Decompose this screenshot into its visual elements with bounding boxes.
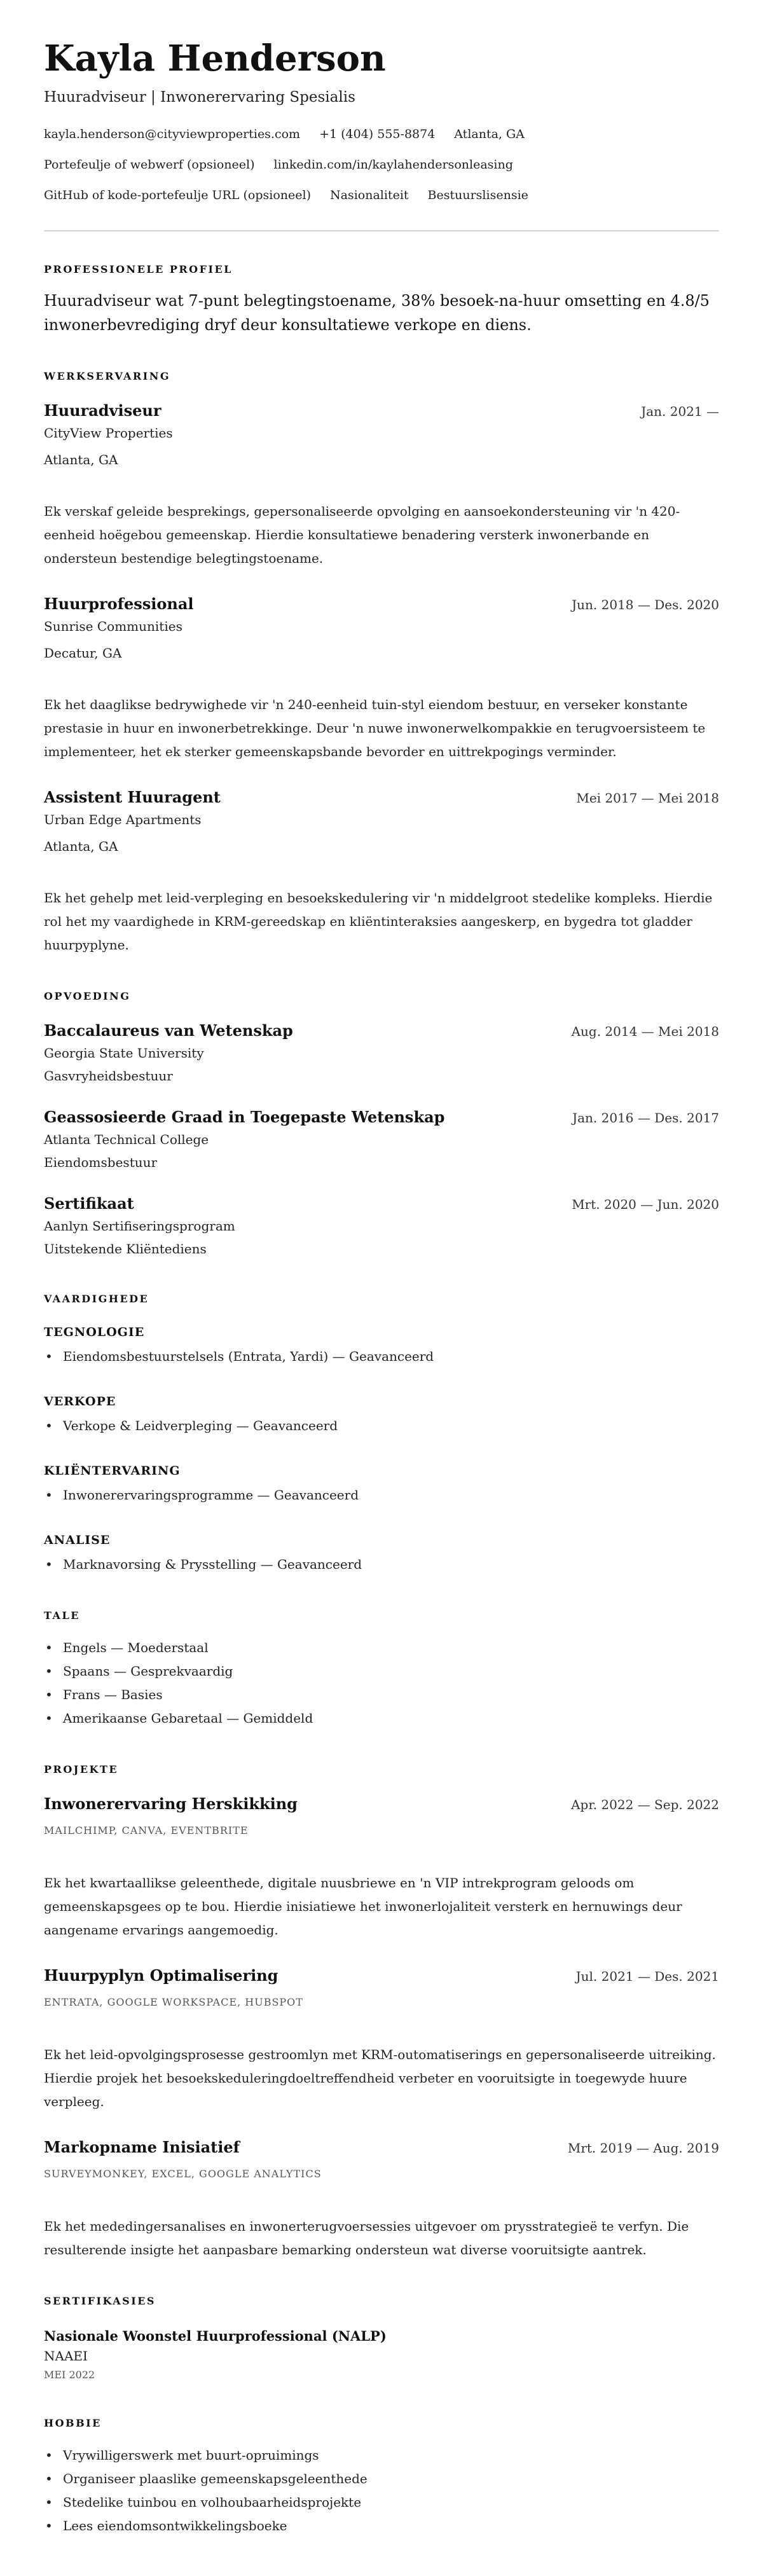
project-dates: Mrt. 2019 — Aug. 2019 [567,2140,719,2156]
skill-category: KLIËNTERVARING [44,1464,181,1478]
skill-category: TEGNOLOGIE [44,1325,145,1339]
skill-category: ANALISE [44,1533,111,1547]
skill-list [44,1414,719,1438]
email-link[interactable]: kayla.henderson@cityviewproperties.com [44,127,301,141]
certification-title: Nasionale Woonstel Huurprofessional (NALP) [44,2328,387,2344]
job-company: Urban Edge Apartments [44,812,202,827]
location: Atlanta, GA [454,127,525,141]
contact-row [44,155,719,174]
language-list [44,1636,719,1730]
section-heading-certifications: SERTIFIKASIES [44,2295,156,2307]
project-tools: SURVEYMONKEY, EXCEL, GOOGLE ANALYTICS [44,2168,322,2180]
skill-item: • Eiendomsbestuurstelsels (Entrata, Yardi) — Geavanceerd [44,1345,719,1368]
job-description: Ek verskaf geleide besprekings, gepersonaliseerde opvolging en aansoekondersteuning vir 'n 420-eenheid hoëgebou gemeenskap. Hierdie konsultatiewe benadering versterk inwonerbande en ondersteun bestendige belegtingstoename. [44,504,680,566]
section-heading-projects: PROJEKTE [44,1763,119,1775]
job-title: Huuradviseur [44,401,162,420]
job-title: Huurprofessional [44,595,194,613]
job-company: Sunrise Communities [44,619,182,634]
certification-issuer: NAAEI [44,2348,88,2364]
project-entry [44,1793,719,1942]
project-description: Ek het leid-opvolgingsprosesse gestroomlyn met KRM-outomatiserings en gepersonaliseerde uitreiking. Hierdie projek het besoekskeduleringdoeltreffendheid verbeter en vooruitsigte in toegewyde huure verpleeg. [44,2047,716,2109]
job-dates: Mei 2017 — Mei 2018 [576,790,719,806]
skill-item: • Marknavorsing & Prysstelling — Geavanceerd [44,1553,719,1576]
candidate-name: Kayla Henderson [44,38,386,79]
linkedin-link[interactable]: linkedin.com/in/kaylahendersonleasing [273,158,513,172]
contact-row [44,125,719,144]
portfolio-link[interactable]: Portefeulje of webwerf (opsioneel) [44,158,255,172]
project-description: Ek het kwartaallikse geleenthede, digitale nuusbriewe en 'n VIP intrekprogram geloods om gemeenskapsgees op te bou. Hierdie inisiatiewe het inwonerlojaliteit versterk en hernuwings deur aangename ervarings aangemoedig. [44,1875,682,1938]
section-heading-languages: TALE [44,1609,80,1622]
skill-item: • Verkope & Leidverpleging — Geavanceerd [44,1414,719,1438]
hobby-item: • Vrywilligerswerk met buurt-opruimings [44,2444,719,2467]
school-name: Aanlyn Sertifiseringsprogram [44,1218,235,1234]
job-company: CityView Properties [44,425,173,441]
education-dates: Mrt. 2020 — Jun. 2020 [572,1197,719,1212]
job-entry [44,787,719,957]
job-location: Decatur, GA [44,645,122,661]
language-item: • Frans — Basies [44,1683,719,1707]
education-entry [44,1193,719,1260]
nationality: Nasionaliteit [330,188,409,202]
profile-summary: Huuradviseur wat 7-punt belegtingstoename, 38% besoek-na-huur omsetting en 4.8/5 inwonerbevrediging dryf deur konsultatiewe verkope en diens. [44,292,710,334]
degree-title: Sertifikaat [44,1194,134,1213]
header-divider [44,230,719,231]
project-tools: ENTRATA, GOOGLE WORKSPACE, HUBSPOT [44,1996,303,2008]
skill-list [44,1553,719,1576]
project-title: Huurpyplyn Optimalisering [44,1966,278,1985]
education-entry [44,1020,719,1087]
skill-category: VERKOPE [44,1395,116,1409]
degree-title: Baccalaureus van Wetenskap [44,1021,293,1040]
phone: +1 (404) 555-8874 [319,127,436,141]
project-description: Ek het mededingersanalises en inwonerterugvoersessies uitgevoer om prysstrategieë te verfyn. Die resulterende insigte het aanpasbare bemarking ondersteun wat diverse vooruitsigte aantrek. [44,2219,689,2257]
drivers-license: Bestuurslisensie [427,188,528,202]
github-link[interactable]: GitHub of kode-portefeulje URL (opsioneel) [44,188,311,202]
project-entry [44,1965,719,2114]
project-title: Inwonerervaring Herskikking [44,1794,298,1813]
education-dates: Aug. 2014 — Mei 2018 [571,1024,719,1039]
job-entry [44,400,719,570]
section-heading-profile: PROFESSIONELE PROFIEL [44,263,233,275]
project-dates: Jul. 2021 — Des. 2021 [575,1969,719,1984]
job-entry [44,593,719,764]
skill-item: • Inwonerervaringsprogramme — Geavanceerd [44,1484,719,1507]
section-heading-experience: WERKSERVARING [44,370,170,382]
hobby-item: • Organiseer plaaslike gemeenskapsgeleenthede [44,2467,719,2491]
section-heading-skills: VAARDIGHEDE [44,1293,149,1305]
job-description: Ek het gehelp met leid-verpleging en besoekskedulering vir 'n middelgroot stedelike kompleks. Hierdie rol het my vaardighede in KRM-gereedskap en kliëntinteraksies aangeskerp, en bygedra tot gladder huurpyplyne. [44,890,713,953]
school-name: Atlanta Technical College [44,1132,209,1147]
hobby-item: • Stedelike tuinbou en volhoubaarheidsprojekte [44,2491,719,2514]
project-entry [44,2137,719,2262]
school-name: Georgia State University [44,1045,204,1061]
job-dates: Jun. 2018 — Des. 2020 [572,597,719,612]
skill-list [44,1345,719,1368]
job-location: Atlanta, GA [44,452,118,467]
language-item: • Spaans — Gesprekvaardig [44,1660,719,1683]
language-item: • Amerikaanse Gebaretaal — Gemiddeld [44,1707,719,1730]
certification-entry [44,2327,719,2384]
skill-list [44,1484,719,1507]
section-heading-education: OPVOEDING [44,990,131,1002]
project-tools: MAILCHIMP, CANVA, EVENTBRITE [44,1824,249,1836]
experience-list [44,400,719,957]
education-entry [44,1106,719,1173]
project-dates: Apr. 2022 — Sep. 2022 [571,1797,719,1812]
education-dates: Jan. 2016 — Des. 2017 [572,1110,719,1126]
degree-title: Geassosieerde Graad in Toegepaste Wetenskap [44,1108,445,1126]
hobby-item: • Lees eiendomsontwikkelingsboeke [44,2514,719,2538]
job-title: Assistent Huuragent [44,788,221,806]
certification-date: MEI 2022 [44,2369,95,2381]
field-of-study: Eiendomsbestuur [44,1155,158,1170]
job-location: Atlanta, GA [44,839,118,854]
job-description: Ek het daaglikse bedrywighede vir 'n 240-eenheid tuin-styl eiendom bestuur, en verseker konstante prestasie in huur en inwonerbetrekkinge. Deur 'n nuwe inwonerwelkompakkie en terugvoersisteem te implementeer, het ek sterker gemeenskapsbande bevorder en uittrekpogings verminder. [44,697,706,759]
project-title: Markopname Inisiatief [44,2138,240,2156]
language-item: • Engels — Moederstaal [44,1636,719,1660]
field-of-study: Gasvryheidsbestuur [44,1068,173,1084]
section-heading-hobbies: HOBBIE [44,2417,102,2429]
job-dates: Jan. 2021 — [641,404,719,419]
contact-row [44,186,719,205]
field-of-study: Uitstekende Kliëntediens [44,1241,207,1257]
candidate-subtitle: Huuradviseur | Inwonerervaring Spesialis [44,89,355,106]
hobby-list [44,2444,719,2538]
